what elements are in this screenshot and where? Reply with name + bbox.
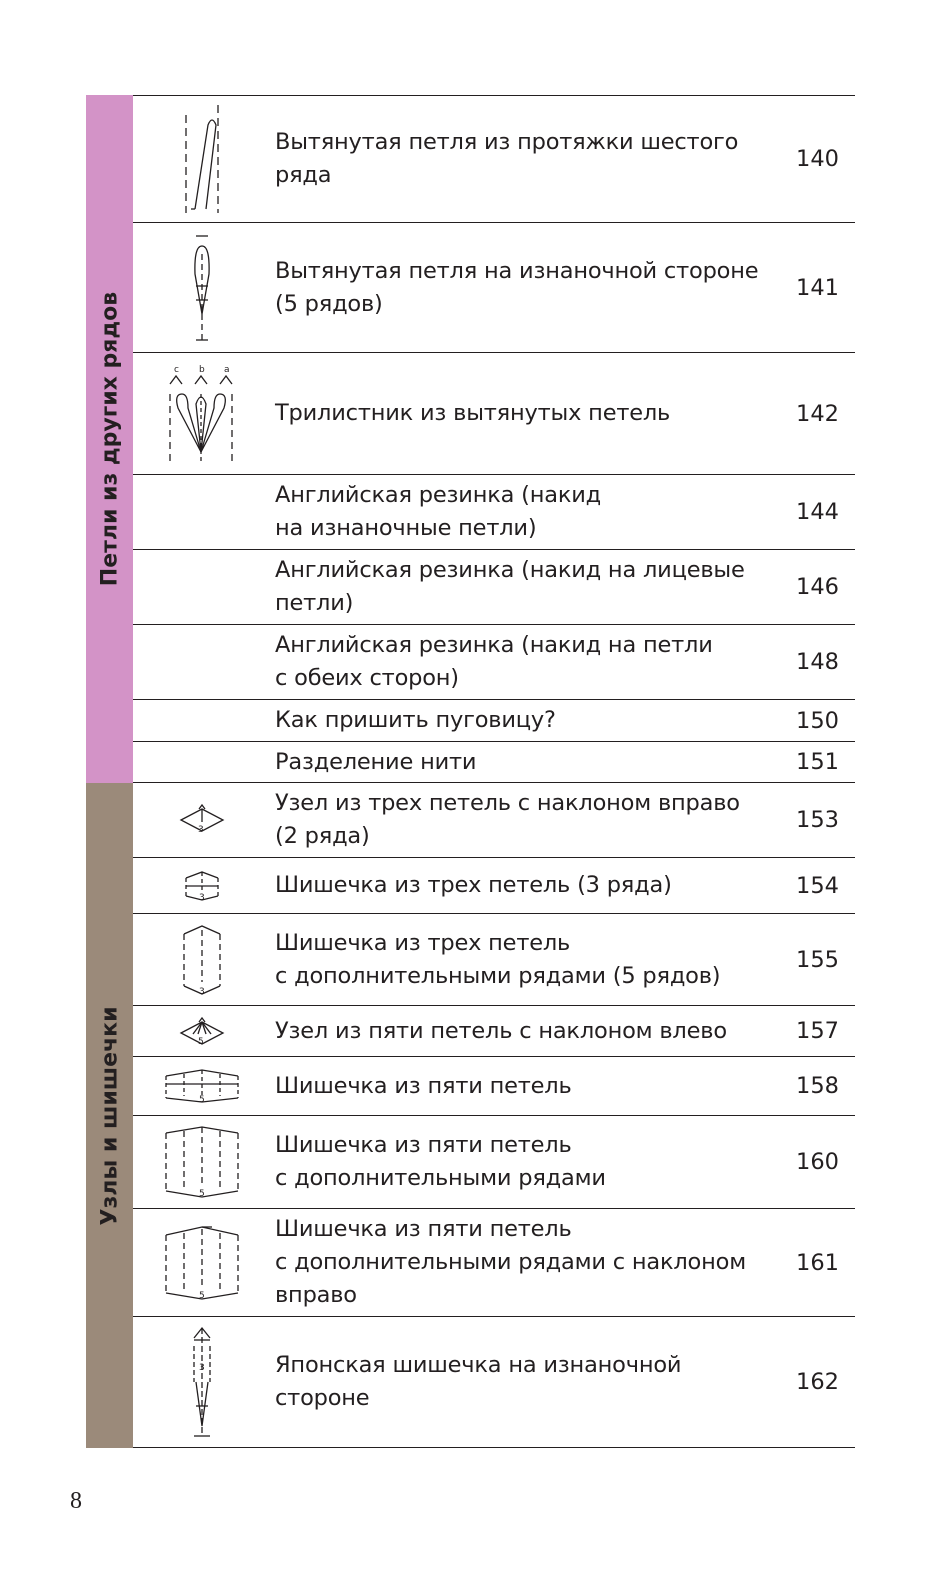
toc-row[interactable]: [133, 1317, 855, 1448]
entry-title: Шишечка из пяти петель: [275, 1072, 572, 1099]
toc-row[interactable]: [133, 625, 855, 700]
toc-row[interactable]: [133, 550, 855, 625]
bobble-five-extra-rows-right-icon: [133, 1225, 271, 1301]
elongated-loop-purl-icon: [133, 234, 271, 342]
toc-row[interactable]: [133, 353, 855, 475]
entry-page: 158: [796, 1073, 839, 1099]
trefoil-icon: [133, 364, 271, 464]
entry-title: Узел из пяти петель с наклоном влево: [275, 1017, 727, 1044]
elongated-loop-icon: [133, 105, 271, 213]
section-label: Узлы и шишечки: [97, 1005, 122, 1226]
svg-text:3: 3: [199, 986, 205, 997]
table-of-contents: [86, 95, 855, 1448]
entry-page: 142: [796, 400, 839, 427]
entry-page: 155: [796, 946, 839, 973]
toc-row[interactable]: [133, 914, 855, 1006]
svg-text:3: 3: [198, 825, 204, 835]
page-number: 8: [70, 1488, 82, 1514]
japanese-bobble-icon: [133, 1326, 271, 1438]
entry-page: 146: [796, 574, 839, 600]
section-knots-and-bobbles: [86, 783, 855, 1448]
entry-page: 148: [796, 649, 839, 675]
svg-text:5: 5: [199, 1095, 205, 1105]
entry-title: Вытянутая петля на изнаночной стороне (5 рядов): [275, 257, 759, 317]
toc-row[interactable]: [133, 1116, 855, 1209]
toc-row[interactable]: [133, 742, 855, 783]
entry-title: Трилистник из вытянутых петель: [275, 400, 671, 426]
entry-page: 141: [796, 274, 839, 301]
entry-page: 160: [796, 1149, 839, 1175]
entry-title: Шишечка из трех петель (3 ряда): [275, 872, 672, 898]
entry-page: 140: [796, 146, 839, 172]
toc-row[interactable]: [133, 223, 855, 353]
entry-title: Шишечка из трех петель с дополнительными рядами (5 рядов): [275, 929, 721, 989]
svg-text:c: c: [174, 364, 179, 375]
entry-title: Вытянутая петля из протяжки шестого ряда: [275, 129, 739, 188]
svg-text:3: 3: [199, 892, 205, 903]
bobble-three-icon: [133, 870, 271, 902]
toc-row[interactable]: [133, 1209, 855, 1317]
bobble-five-extra-rows-icon: [133, 1125, 271, 1199]
entry-page: 150: [796, 707, 839, 734]
section-band: [86, 95, 133, 783]
entry-title: Как пришить пуговицу?: [275, 707, 556, 733]
toc-row[interactable]: [133, 858, 855, 914]
knot-three-icon: [133, 805, 271, 835]
knot-five-icon: [133, 1016, 271, 1046]
bobble-three-extra-rows-icon: [133, 924, 271, 996]
section-rows: [133, 783, 855, 1448]
entry-title: Английская резинка (накид на лицевые петли): [275, 557, 745, 616]
svg-text:5: 5: [199, 1290, 205, 1301]
toc-row[interactable]: [133, 1006, 855, 1057]
entry-page: 144: [796, 499, 839, 525]
svg-text:5: 5: [199, 1189, 205, 1199]
toc-row[interactable]: [133, 475, 855, 550]
svg-text:3: 3: [199, 1363, 205, 1373]
toc-row[interactable]: [133, 700, 855, 742]
section-band: [86, 783, 133, 1448]
toc-row[interactable]: [133, 95, 855, 223]
svg-text:b: b: [199, 364, 205, 375]
entry-page: 153: [796, 807, 839, 833]
entry-page: 151: [796, 749, 839, 775]
entry-title: Японская шишечка на изнаночной стороне: [275, 1352, 682, 1411]
section-rows: [133, 95, 855, 783]
section-label: Петли из других рядов: [97, 291, 122, 587]
toc-row[interactable]: [133, 783, 855, 858]
bobble-five-icon: [133, 1068, 271, 1104]
entry-title: Английская резинка (накид на петли с обеих сторон): [275, 632, 713, 691]
entry-page: 161: [796, 1249, 839, 1276]
entry-page: 162: [796, 1369, 839, 1395]
section-loops-from-other-rows: [86, 95, 855, 783]
entry-title: Разделение нити: [275, 748, 477, 775]
entry-page: 154: [796, 872, 839, 899]
entry-title: Английская резинка (накид на изнаночные петли): [275, 482, 601, 541]
entry-page: 157: [796, 1018, 839, 1044]
entry-title: Шишечка из пяти петель с дополнительными рядами с наклоном вправо: [275, 1216, 746, 1308]
entry-title: Шишечка из пяти петель с дополнительными рядами: [275, 1132, 606, 1191]
toc-row[interactable]: [133, 1057, 855, 1116]
svg-text:5: 5: [198, 1037, 204, 1047]
entry-title: Узел из трех петель с наклоном вправо (2 ряда): [275, 790, 740, 849]
svg-text:a: a: [224, 364, 230, 375]
